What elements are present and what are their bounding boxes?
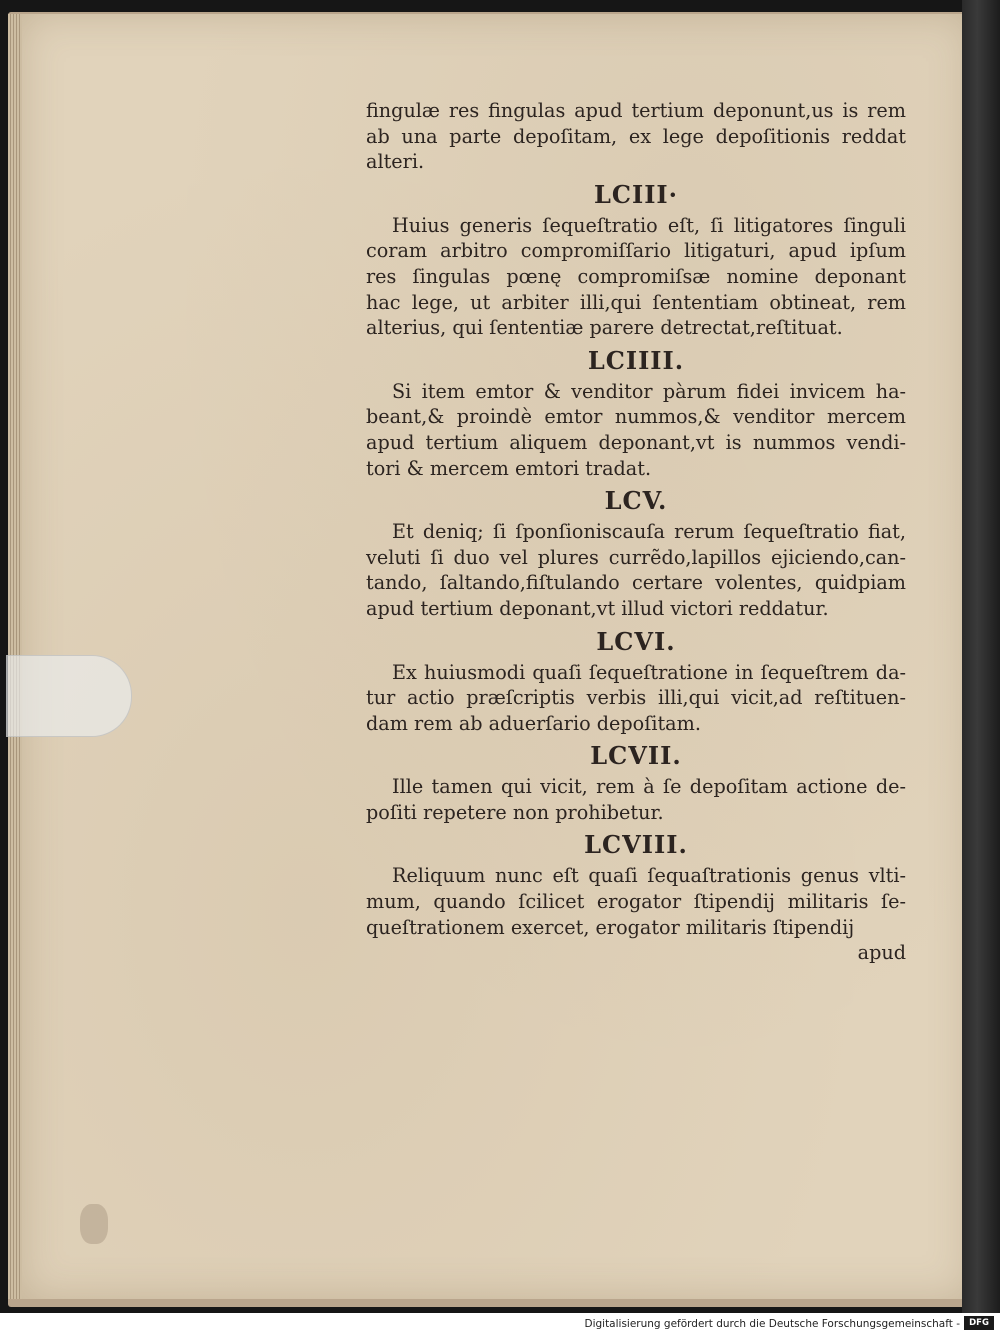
section-heading: LCIIII.	[587, 345, 685, 375]
section-heading: LCVIII.	[584, 830, 688, 860]
page-text	[366, 98, 906, 966]
section-heading: LCVI.	[596, 626, 676, 656]
paper-stain	[80, 1204, 108, 1244]
paragraph	[366, 98, 906, 175]
text-line: fingulæ res fingulas apud tertium deponunt,us is rem	[366, 99, 906, 122]
text-line: apud tertium deponant,vt illud victori reddatur.	[366, 596, 829, 620]
paragraph	[366, 774, 906, 825]
text-line: poſiti repetere non prohibetur.	[366, 800, 664, 824]
footer-bar	[0, 1313, 1000, 1333]
text-line: tur actio præſcriptis verbis illi,qui vicit,ad reſtituen-	[366, 686, 906, 710]
text-line: Huius generis ſequeſtratio eſt, ſi litigatores ſinguli	[392, 213, 906, 237]
catchword: apud	[857, 941, 906, 965]
page-clip-tab	[6, 655, 132, 737]
text-line: Ille tamen qui vicit, rem à ſe depoſitam actione de-	[392, 775, 906, 799]
text-line: apud tertium aliquem deponant,vt is nummos vendi-	[366, 430, 906, 454]
text-line: hac lege, ut arbiter illi,qui ſententiam obtineat, rem	[366, 290, 906, 314]
paragraph	[366, 519, 906, 621]
text-line: tando, ſaltando,fiſtulando certare volentes, quidpiam	[366, 571, 906, 595]
book-binding	[962, 0, 1000, 1313]
text-line: alterius, qui ſententiæ parere detrectat,reſtituat.	[366, 316, 843, 340]
text-line: res ſingulas pœnę compromiſsæ nomine deponant	[366, 264, 906, 288]
paragraph	[366, 863, 906, 940]
text-line: alteri.	[366, 150, 425, 174]
text-line: dam rem ab aduerſario depoſitam.	[366, 711, 701, 735]
text-line: ab una parte depoſitam, ex lege depoſitionis reddat	[366, 124, 906, 148]
paragraph	[366, 660, 906, 737]
section-heading: LCV.	[604, 486, 668, 516]
text-line: queſtrationem exercet, erogator militaris ſtipendij	[366, 915, 855, 939]
paragraph	[366, 213, 906, 341]
text-line: Reliquum nunc eſt quaſi ſequaſtrationis genus vlti-	[392, 864, 906, 888]
paragraph	[366, 379, 906, 481]
text-line: beant,& proindè emtor nummos,& venditor mercem	[366, 405, 906, 429]
text-line: veluti ſi duo vel plures currẽdo,lapillos ejiciendo,can-	[366, 545, 906, 569]
text-line: coram arbitro compromiſſario litigaturi, apud ipſum	[366, 239, 906, 263]
text-line: tori & mercem emtori tradat.	[366, 456, 652, 480]
text-line: Ex huiusmodi quaſi ſequeſtratione in ſequeſtrem da-	[392, 660, 906, 684]
text-line: mum, quando ſcilicet erogator ſtipendij militaris ſe-	[366, 890, 906, 914]
section-heading: LCVII.	[590, 741, 682, 771]
text-line: Si item emtor & venditor pàrum fidei invicem ha-	[392, 379, 906, 403]
text-line: Et deniq; ſi ſponſioniscauſa rerum ſequeſtratio fiat,	[392, 520, 906, 544]
footer-credit: Digitalisierung gefördert durch die Deutsche Forschungsgemeinschaft -	[584, 1318, 960, 1330]
dfg-logo: DFG	[964, 1316, 994, 1330]
section-heading: LCIII·	[593, 179, 678, 209]
